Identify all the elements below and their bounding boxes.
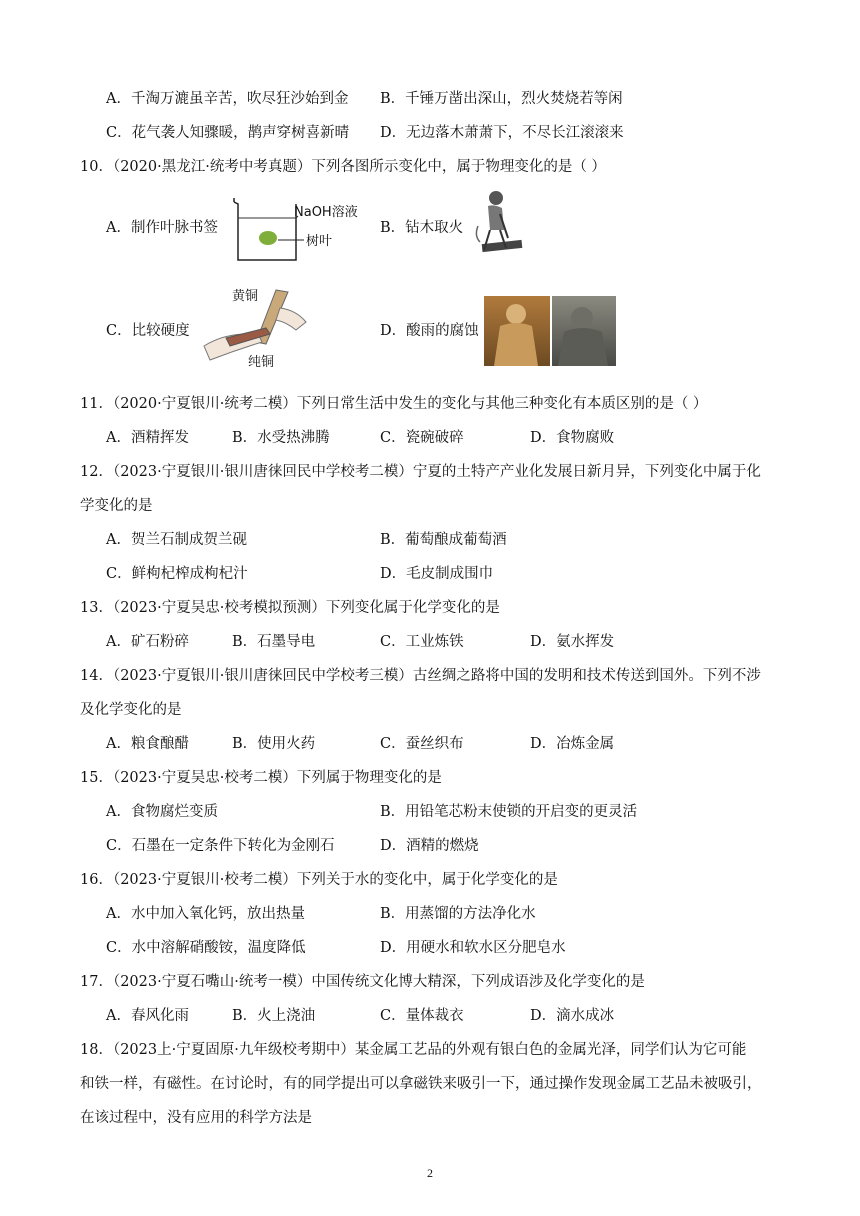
q12-option-b: B．葡萄酿成葡萄酒 — [380, 532, 507, 548]
q14-stem-line1: 14．（2023·宁夏银川·银川唐徕回民中学校考三模）古丝绸之路将中国的发明和技术传送到国外。下列不涉 — [80, 668, 761, 684]
q12-stem-line1: 12．（2023·宁夏银川·银川唐徕回民中学校考二模）宁夏的土特产产业化发展日新月异，下列变化中属于化 — [80, 464, 761, 480]
q12-stem-line2: 学变化的是 — [80, 498, 153, 514]
q13-option-b: B．石墨导电 — [232, 634, 316, 650]
q12-option-d: D．毛皮制成围巾 — [380, 566, 494, 582]
q13-option-a: A．矿石粉碎 — [106, 634, 189, 650]
q17-option-a: A．春风化雨 — [106, 1008, 189, 1024]
q15-option-d: D．酒精的燃烧 — [380, 838, 479, 854]
brass-label: 黄铜 — [232, 289, 259, 304]
leaf-label: 树叶 — [306, 234, 333, 249]
copper-label: 纯铜 — [248, 355, 275, 370]
q11-option-a: A．酒精挥发 — [106, 430, 189, 446]
q18-stem-line2: 和铁一样，有磁性。在讨论时，有的同学提出可以拿磁铁来吸引一下，通过操作发现金属工艺品未被吸引， — [80, 1076, 762, 1092]
q17-option-d: D．滴水成冰 — [530, 1008, 615, 1024]
q16-option-a: A．水中加入氧化钙，放出热量 — [106, 906, 305, 922]
q16-option-c: C．水中溶解硝酸铵，温度降低 — [106, 940, 306, 956]
q18-stem-line1: 18．（2023上·宁夏固原·九年级校考期中）某金属工艺品的外观有银白色的金属光泽，同学们认为它可能 — [80, 1042, 747, 1058]
q11-option-c: C．瓷碗破碎 — [380, 430, 464, 446]
q12-option-c: C．鲜枸杞榨成枸杞汁 — [106, 566, 248, 582]
q10-option-c: C．比较硬度 — [106, 323, 190, 339]
acid-rain-statue-photos — [484, 296, 616, 366]
hardness-compare-figure — [196, 284, 312, 372]
q14-option-d: D．冶炼金属 — [530, 736, 615, 752]
q15-option-b: B．用铅笔芯粉末使锁的开启变的更灵活 — [380, 804, 638, 820]
q17-option-c: C．量体裁衣 — [380, 1008, 464, 1024]
q13-option-c: C．工业炼铁 — [380, 634, 464, 650]
q16-option-d: D．用硬水和软水区分肥皂水 — [380, 940, 566, 956]
q11-option-d: D．食物腐败 — [530, 430, 615, 446]
q17-option-b: B．火上浇油 — [232, 1008, 316, 1024]
q10-option-b: B．钻木取火 — [380, 220, 464, 236]
q11-option-b: B．水受热沸腾 — [232, 430, 330, 446]
page-number: 2 — [427, 1166, 433, 1180]
q14-stem-line2: 及化学变化的是 — [80, 702, 182, 718]
q10-stem: 10．（2020·黑龙江·统考中考真题）下列各图所示变化中，属于物理变化的是（ ） — [80, 159, 606, 175]
q12-option-a: A．贺兰石制成贺兰砚 — [106, 532, 247, 548]
q9-option-b: B．千锤万凿出深山，烈火焚烧若等闲 — [380, 91, 623, 107]
q17-stem: 17．（2023·宁夏石嘴山·统考一模）中国传统文化博大精深，下列成语涉及化学变化的是 — [80, 974, 645, 990]
beaker-leaf-figure — [228, 194, 368, 266]
q10-option-d: D．酸雨的腐蚀 — [380, 323, 479, 339]
drill-fire-figure — [470, 186, 526, 262]
q15-option-c: C．石墨在一定条件下转化为金刚石 — [106, 838, 335, 854]
q14-option-a: A．粮食酿醋 — [106, 736, 189, 752]
q9-option-c: C．花气袭人知骤暖，鹊声穿树喜新晴 — [106, 125, 350, 141]
q18-stem-line3: 在该过程中，没有应用的科学方法是 — [80, 1110, 312, 1126]
q15-option-a: A．食物腐烂变质 — [106, 804, 218, 820]
q9-option-d: D．无边落木萧萧下，不尽长江滚滚来 — [380, 125, 624, 141]
q9-option-a: A．千淘万漉虽辛苦，吹尽狂沙始到金 — [106, 91, 349, 107]
q13-stem: 13．（2023·宁夏吴忠·校考模拟预测）下列变化属于化学变化的是 — [80, 600, 500, 616]
naoh-label: NaOH溶液 — [294, 205, 358, 220]
q15-stem: 15．（2023·宁夏吴忠·校考二模）下列属于物理变化的是 — [80, 770, 442, 786]
q11-stem: 11．（2020·宁夏银川·统考二模）下列日常生活中发生的变化与其他三种变化有本质区别的是（ ） — [80, 396, 708, 412]
q16-stem: 16．（2023·宁夏银川·校考二模）下列关于水的变化中，属于化学变化的是 — [80, 872, 558, 888]
q10-option-a: A．制作叶脉书签 — [106, 220, 218, 236]
q13-option-d: D．氨水挥发 — [530, 634, 615, 650]
q16-option-b: B．用蒸馏的方法净化水 — [380, 906, 536, 922]
q14-option-b: B．使用火药 — [232, 736, 316, 752]
q14-option-c: C．蚕丝织布 — [380, 736, 464, 752]
